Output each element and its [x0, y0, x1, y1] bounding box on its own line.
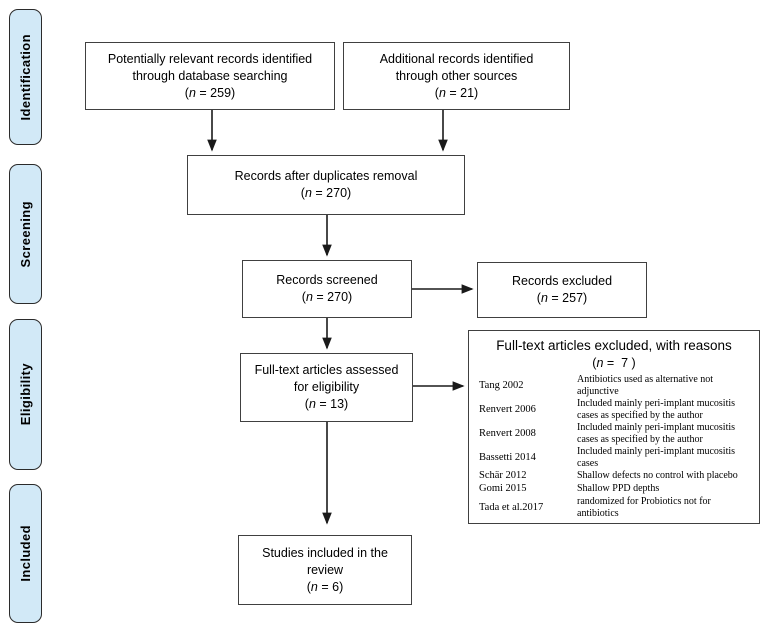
box-count: (n = 270) — [301, 290, 353, 304]
stage-label-text: Eligibility — [18, 363, 33, 426]
box-records-screened — [242, 260, 412, 318]
box-text-line: through other sources — [395, 68, 518, 83]
excluded-study-name: Renvert 2006 — [479, 403, 536, 415]
excluded-study-name: Schär 2012 — [479, 470, 527, 481]
stage-label-screening — [9, 164, 42, 304]
stage-label-text: Included — [18, 525, 33, 582]
excluded-study-reason: Included mainly peri-implant mucositis cases as specified by the author — [577, 398, 736, 421]
box-count: (n = 259) — [184, 85, 236, 100]
box-text-line: Full-text articles assessed — [254, 363, 399, 377]
excluded-study-name: Tada et al.2017 — [479, 501, 544, 513]
excluded-study-reason: Shallow defects no control with placebo — [577, 470, 738, 482]
excluded-study-name: Renvert 2008 — [479, 427, 536, 439]
stage-label-included — [9, 484, 42, 623]
box-text-line: Records after duplicates removal — [234, 169, 418, 183]
excluded-study-reason: randomized for Probiotics not for antibiotics — [577, 496, 711, 519]
box-fulltext-excluded-reasons — [468, 330, 760, 524]
box-text-line: Studies included in the — [262, 545, 388, 560]
box-studies-included — [238, 535, 412, 605]
excluded-study-name: Bassetti 2014 — [479, 451, 536, 463]
box-text-line: for eligibility — [293, 380, 360, 394]
stage-label-identification — [9, 9, 42, 145]
excluded-studies-list — [469, 374, 759, 519]
stage-label-text: Identification — [18, 33, 33, 121]
excluded-study-name: Tang 2002 — [479, 379, 524, 391]
box-records-database-search — [85, 42, 335, 110]
box-fulltext-assessed — [240, 353, 413, 422]
box-text-line: through database searching — [132, 68, 288, 83]
box-records-other-sources — [343, 42, 570, 110]
box-records-after-duplicates — [187, 155, 465, 215]
box-records-excluded — [477, 262, 647, 318]
reasons-box-title: Full-text articles excluded, with reasons — [496, 338, 732, 353]
stage-label-eligibility — [9, 319, 42, 470]
box-count: (n = 21) — [434, 85, 479, 100]
box-count: (n = 7 ) — [592, 356, 636, 370]
box-text-line: review — [306, 562, 344, 577]
box-count: (n = 270) — [300, 186, 352, 200]
excluded-study-reason: Shallow PPD depths — [577, 483, 660, 495]
box-text-line: Additional records identified — [379, 51, 534, 66]
box-count: (n = 13) — [304, 397, 349, 411]
excluded-study-reason: Antibiotics used as alternative not adjunctive — [577, 374, 714, 397]
excluded-study-reason: Included mainly peri-implant mucositis cases — [577, 446, 736, 469]
box-count: (n = 6) — [306, 579, 344, 594]
box-text-line: Potentially relevant records identified — [107, 51, 313, 66]
box-text-line: Records excluded — [511, 274, 613, 288]
box-count: (n = 257) — [536, 291, 588, 305]
excluded-study-reason: Included mainly peri-implant mucositis cases as specified by the author — [577, 422, 736, 445]
stage-label-text: Screening — [18, 200, 33, 268]
box-text-line: Records screened — [276, 273, 378, 287]
excluded-study-name: Gomi 2015 — [479, 483, 527, 494]
